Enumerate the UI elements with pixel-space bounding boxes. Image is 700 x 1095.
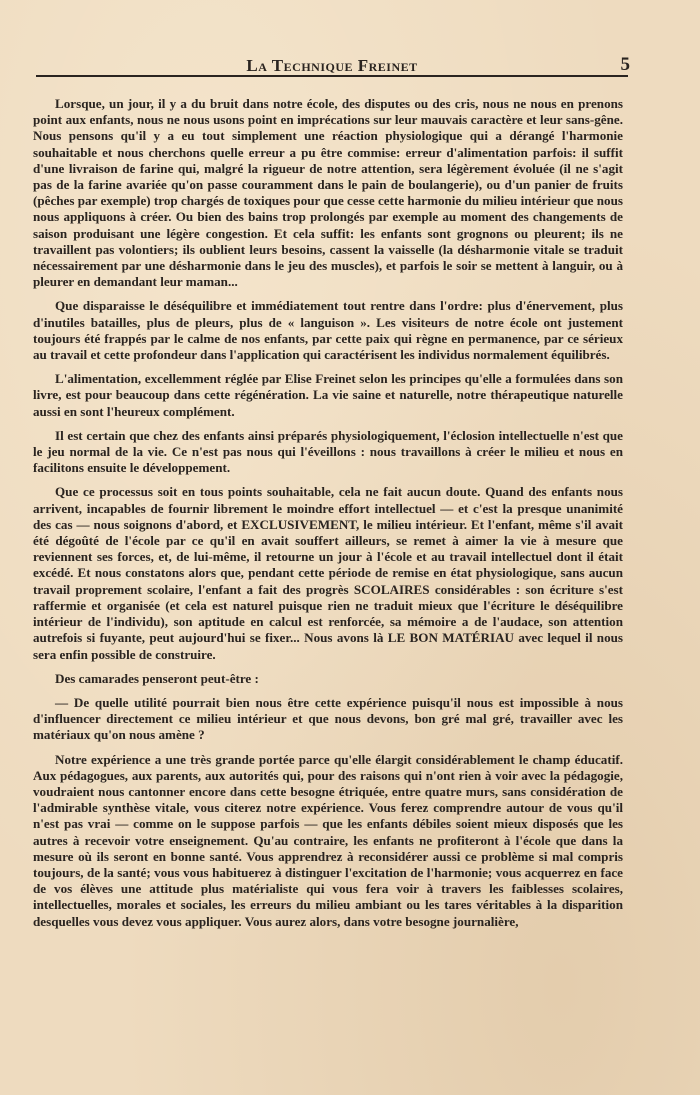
paragraph: L'alimentation, excellemment réglée par Elise Freinet selon les principes qu'elle a formulées dans son livre, est pour beaucoup dans cette régénération. La vie saine et naturelle, notre thérapeutique naturelle aussi en sont l'heureux complément. [33, 371, 623, 419]
header-rule [36, 75, 628, 77]
paragraph: Il est certain que chez des enfants ainsi préparés physiologiquement, l'éclosion intellectuelle n'est que le jeu normal de la vie. Ce n'est pas nous qui l'éveillons : nous travaillons à créer le milieu et nous en facilitons ensuite le développement. [33, 427, 623, 476]
page-number: 5 [620, 54, 630, 75]
paragraph: Lorsque, un jour, il y a du bruit dans notre école, des disputes ou des cris, nous ne nous en prenons point aux enfants, nous ne nous usons point en imprécations sur leur mauvais caractère et leur sans-gêne. Nous pensons qu'il y a eu tout simplement une réaction physiologique qui a dérangé l'harmonie souhaitable et nous cherchons quelle erreur a pu être commise: erreur d'alimentation parfois: il suffit d'une livraison de farine qui, malgré la rigueur de notre attention, sera légèrement évoluée (il ne s'agit pas de la farine avariée qu'on passe couramment dans le pain de boulangerie), ou d'un panier de fruits (pêches par exemple) trop chargés de toxiques pour que cesse cette harmonie du milieu intérieur que nous nous appliquons à créer. Ou bien des bains trop prolongés par exemple au moment des changements de saison produisant une légère congestion. Et cela suffit: les enfants sont grognons ou pleurent; ils ne travaillent pas volontiers; ils oublient leurs besoins, cassent la vaisselle (la désharmonie vitale se traduit nécessairement par une désharmonie dans le jeu des muscles), et parfois le soir se mettent à languir, ou à pleurer en demandant leur maman... [33, 96, 623, 290]
body-text [33, 96, 623, 938]
paragraph: Des camarades penseront peut-être : [55, 670, 259, 686]
running-head [36, 54, 628, 76]
paragraph: Que ce processus soit en tous points souhaitable, cela ne fait aucun doute. Quand des enfants nous arrivent, incapables de fournir librement le moindre effort intellectuel — et c'est la presque unanimité des cas — nous soignons d'abord, et EXCLUSIVEMENT, le milieu intérieur. Et l'enfant, même s'il avait été dégoûté de l'école par ce qu'il en avait souffert ailleurs, se remet à aimer la vie à mesure que reviennent ses forces, et, de lui-même, il retourne un jour à l'école et au travail intellectuel dont il était excédé. Et nous constatons alors que, pendant cette période de remise en état physiologique, sans aucun travail proprement scolaire, l'enfant a fait des progrès SCOLAIRES considérables : son écriture s'est raffermie et organisée (et cela est naturel puisque rien ne traduit mieux que l'écriture le déséquilibre intérieur de l'individu), son aptitude en calcul est renforcée, sa mémoire a de l'audace, son attention autrefois si fuyante, peut aujourd'hui se fixer... Nous avons là LE BON MATÉRIAU avec lequel il nous sera enfin possible de construire. [33, 484, 623, 662]
paragraph: — De quelle utilité pourrait bien nous être cette expérience puisqu'il nous est impossible à nous d'influencer directement ce milieu intérieur et que nous devons, bon gré mal gré, travailler avec les matériaux qu'on nous amène ? [33, 694, 623, 743]
paragraph: Que disparaisse le déséquilibre et immédiatement tout rentre dans l'ordre: plus d'énervement, plus d'inutiles batailles, plus de pleurs, plus de « languison ». Les visiteurs de notre école ont justement toujours été frappés par le calme de nos enfants, par cette paix qui règne en permanence, par ce sérieux au travail et cette profondeur dans l'application qui caractérisent les individus normalement équilibrés. [33, 298, 623, 363]
running-title: La Technique Freinet [246, 56, 418, 75]
paragraph: Notre expérience a une très grande portée parce qu'elle élargit considérablement le champ éducatif. Aux pédagogues, aux parents, aux autorités qui, pour des raisons qui n'ont rien à voir avec la pédagogie, voudraient nous cantonner encore dans cette besogne étriquée, entre quatre murs, sans considération de l'admirable synthèse vitale, vous citerez notre expérience. Vous ferez comprendre autour de vous qu'il n'est pas vrai — comme on le suppose parfois — que les enfants débiles soient mieux disposés que les autres à recevoir votre enseignement. Qu'au contraire, les enfants ne profiteront à l'école que dans la mesure où ils seront en bonne santé. Vous apprendrez à reconsidérer aussi ce problème si mal compris toujours, de la santé; vous vous habituerez à distinguer l'excitation de l'harmonie; vous acquerrez en face de vos élèves une attitude plus matérialiste qui vous fera voir à travers les faiblesses scolaires, intellectuelles, morales et sociales, les erreurs du milieu ambiant ou les tares véritables à la disparition desquelles vous devez vous appliquer. Vous aurez alors, dans votre besogne journalière, [33, 751, 623, 929]
